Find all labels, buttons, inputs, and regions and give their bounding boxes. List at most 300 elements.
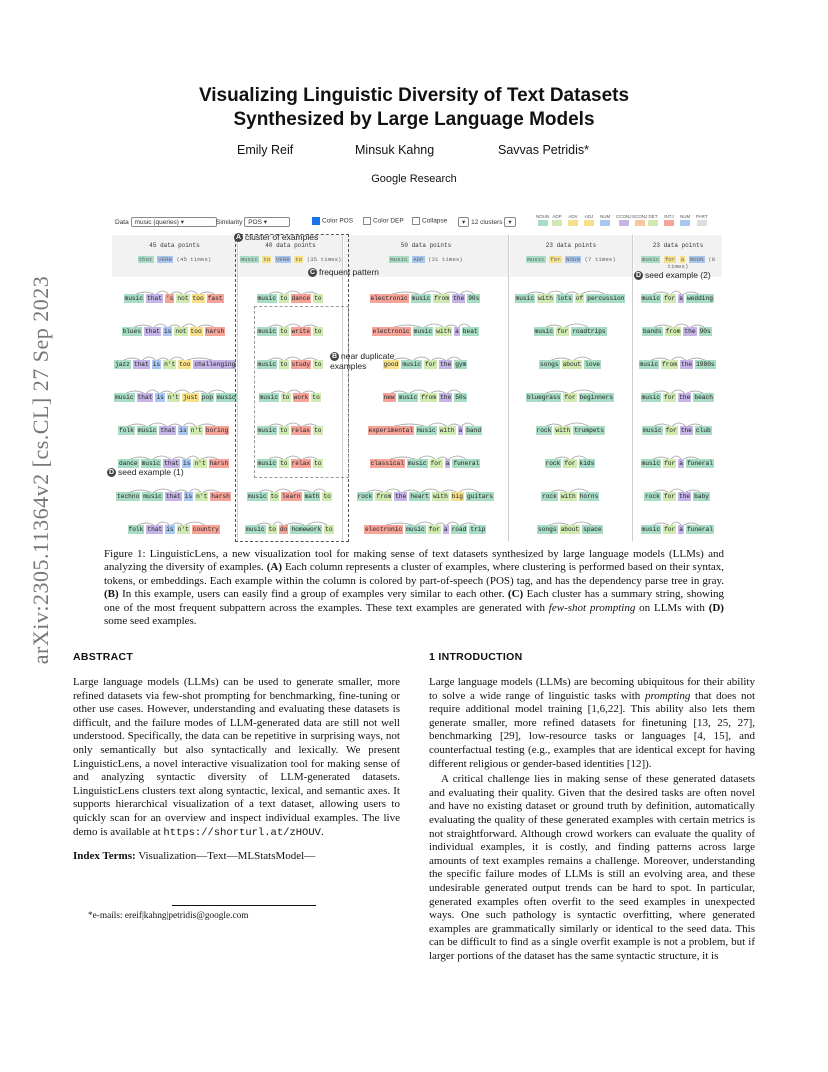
dependency-arc (670, 291, 682, 294)
token: the (679, 394, 691, 401)
token: music (641, 394, 661, 401)
example-row[interactable] (537, 526, 605, 533)
color-dep-checkbox[interactable]: Color DEP (363, 217, 404, 225)
column-divider (508, 235, 509, 541)
dependency-arcs (536, 418, 607, 426)
token: harsh (209, 460, 229, 467)
dependency-arc (123, 358, 142, 360)
token: too (179, 361, 191, 368)
dependency-arcs (368, 418, 485, 426)
example-row[interactable] (114, 394, 239, 401)
cluster-header[interactable] (510, 235, 632, 277)
example-row[interactable] (545, 460, 598, 467)
dependency-arc (152, 456, 172, 459)
example-row[interactable] (118, 427, 231, 434)
token: to (270, 493, 279, 500)
dependency-arc (153, 324, 167, 327)
token: work (293, 394, 309, 401)
token: for (564, 394, 576, 401)
token: dance (291, 295, 311, 302)
dependency-arc (446, 357, 461, 360)
cluster-count: 40 data points (265, 242, 316, 249)
example-row[interactable] (641, 394, 716, 401)
token: good (383, 361, 399, 368)
token: a (445, 460, 450, 467)
dependency-arc (525, 292, 546, 294)
token: about (562, 361, 582, 368)
token: n't (167, 394, 180, 401)
token: electronic (372, 328, 410, 335)
abstract-heading: ABSTRACT (73, 651, 134, 663)
token: the (440, 361, 452, 368)
legend-item: PART (696, 214, 708, 226)
example-row[interactable] (370, 460, 483, 467)
dependency-arc (653, 424, 672, 426)
token: relax (291, 460, 311, 467)
token: to (314, 361, 322, 368)
dependency-arc (196, 325, 215, 327)
token: with (432, 493, 448, 500)
dependency-arc (544, 391, 570, 393)
dependency-arcs (515, 286, 628, 294)
demo-link[interactable]: https://shorturl.at/zHOUV (163, 826, 321, 839)
token: for (665, 427, 677, 434)
callout-d2: D seed example (2) (635, 270, 711, 280)
dependency-arc (189, 489, 202, 492)
token: folk (128, 526, 144, 533)
cluster-summary: music ADP (31 times) (390, 256, 463, 263)
dependency-arc (553, 457, 570, 459)
token: music (411, 295, 431, 302)
token: 90s (468, 295, 480, 302)
dependency-arc (682, 292, 700, 294)
example-row[interactable] (383, 394, 470, 401)
example-row[interactable] (515, 295, 628, 302)
dependency-arcs (641, 451, 716, 459)
title-line-1: Visualizing Linguistic Diversity of Text Datasets (198, 85, 630, 106)
dependency-arc (384, 489, 401, 492)
token: n't (190, 427, 202, 434)
token: to (314, 460, 322, 467)
paper-title (0, 84, 828, 132)
token: is (179, 427, 187, 434)
token: for (428, 526, 440, 533)
token: n't (164, 361, 176, 368)
dependency-arc (447, 424, 461, 426)
token: rock (545, 460, 561, 467)
token: music (402, 361, 421, 368)
dependency-arc (155, 291, 169, 294)
token: music (259, 394, 279, 401)
dependency-arc (391, 325, 423, 327)
title-line-2: Synthesized by Large Language Models (233, 109, 595, 130)
token: just (183, 394, 198, 401)
intro-body: Large language models (LLMs) are becoming ubiquitous for their ability to solve a wide range of linguistic tasks with prompting that does not require additional model training [1,6,22]. This ability also lets them generate smaller, more refined datasets for finetuning [13, 25, 27], benchmarking [29], low-resource tasks or languages [4, 15], and counterfactual testing (e.g., examples that are identical except for having different religious or gender-based identities [12]). A critical challenge lies in making sense of these generated datasets and evaluating their quality. Given that the desired tasks are often novel and have no existing dataset or ground truth by definition, automatically evaluating the quality of these generated examples with certain metrics is not straightforward. Although crowd workers can evaluate the quality of individual examples, it is costly, and finding patterns across large amounts of text examples remains a challenge. Moreover, understanding the specific failure modes of LLMs is still an evolving area, and these undesirable generated output trends can be hard to spot. In particular, generated examples often overfit to the seed examples in unexpected ways. One such pathology is syntactic overfitting, where generated examples are grammatically similarly or identical to the seed data. This can be difficult to find as a single overfit example is not a problem, but if larger portions of the dataset has the same syntactic structure, it is (429, 676, 756, 962)
dependency-arcs (526, 385, 616, 393)
token: that (165, 493, 181, 500)
legend-swatch (552, 220, 562, 226)
token: n't (196, 493, 208, 500)
dependency-arc (384, 523, 416, 525)
dependency-arc (127, 424, 148, 426)
dependency-arc (200, 457, 220, 459)
token: that (160, 427, 176, 434)
dependency-arc (687, 424, 704, 426)
similarity-label: Similarity (216, 219, 243, 226)
token: funeral (686, 460, 713, 467)
dependency-arc (544, 424, 563, 426)
dependency-arc (653, 490, 670, 492)
dependency-arc (435, 523, 447, 525)
dependency-arc (649, 358, 670, 360)
token: trip (470, 526, 486, 533)
example-row[interactable] (357, 493, 496, 500)
legend-swatch (600, 220, 610, 226)
token: the (453, 295, 465, 302)
token: to (280, 328, 288, 335)
dependency-arc (651, 391, 670, 393)
token: new (383, 394, 395, 401)
dependency-arc (670, 522, 682, 525)
dependency-arc (564, 292, 579, 294)
token: band (466, 427, 482, 434)
token: is (183, 460, 191, 467)
token: boring (205, 427, 229, 434)
token: music (639, 361, 659, 368)
data-select[interactable]: music (queries) ▾ (131, 217, 217, 227)
dependency-arc (391, 424, 427, 426)
token: songs (538, 526, 557, 533)
token: music (217, 394, 236, 401)
token: learn (282, 493, 301, 500)
token: beach (694, 394, 713, 401)
token: baby (694, 493, 709, 500)
dependency-arcs (383, 385, 470, 393)
token: from (421, 394, 437, 401)
token: for (664, 295, 676, 302)
dependency-arc (387, 457, 417, 459)
dependency-arc (651, 292, 670, 294)
example-row[interactable] (118, 460, 231, 467)
token: music (246, 526, 265, 533)
token: music (534, 328, 554, 335)
token: about (560, 526, 580, 533)
token: to (280, 295, 288, 302)
dependency-arc (461, 423, 475, 426)
example-row[interactable] (368, 427, 485, 434)
legend-item: NOUN (536, 214, 549, 226)
token: music (643, 427, 662, 434)
example-row[interactable] (642, 427, 714, 434)
cluster-summary: that VERB (45 times) (138, 256, 212, 263)
dependency-arc (672, 423, 687, 426)
token: club (695, 427, 711, 434)
similarity-select-group (216, 217, 290, 227)
dependency-arc (550, 490, 569, 492)
example-row[interactable] (534, 328, 609, 335)
dependency-arc (146, 390, 160, 393)
legend-swatch (680, 220, 690, 226)
dependency-arc (430, 358, 446, 360)
dependency-arcs (128, 517, 222, 525)
dependency-arcs (370, 451, 483, 459)
example-row[interactable] (639, 361, 718, 368)
intro-heading: 1 INTRODUCTION (429, 651, 523, 663)
example-row[interactable] (541, 493, 601, 500)
dependency-arc (389, 391, 408, 393)
dependency-arc (457, 489, 480, 492)
example-row[interactable] (641, 460, 716, 467)
token: fast (207, 295, 223, 302)
token: from (665, 328, 681, 335)
token: that (147, 295, 162, 302)
token: music (413, 328, 433, 335)
data-label: Data (115, 219, 129, 226)
token: music (515, 295, 535, 302)
author-3: Savvas Petridis* (498, 143, 590, 157)
dependency-arc (651, 523, 670, 525)
dependency-arc (416, 522, 435, 525)
token: classical (370, 460, 404, 467)
cluster-summary: music to VERB to (35 times) (240, 256, 342, 263)
dependency-arc (440, 490, 457, 492)
legend-swatch (568, 220, 578, 226)
token: that (164, 460, 180, 467)
dependency-arc (436, 457, 448, 459)
dependency-arc (125, 391, 146, 393)
figure-toolbar (112, 211, 722, 235)
dependency-arc (448, 456, 467, 459)
token: to (314, 427, 322, 434)
example-row[interactable] (539, 361, 603, 368)
dependency-arc (460, 523, 478, 525)
token: country (192, 526, 219, 533)
dependency-arc (389, 292, 421, 294)
token: beat (462, 328, 478, 335)
dependency-arc (690, 325, 706, 327)
dependency-arc (546, 291, 564, 294)
arxiv-stamp: arXiv:2305.11364v2 [cs.CL] 27 Sep 2023 (28, 275, 53, 665)
token: gym (455, 361, 467, 368)
cluster-header[interactable] (112, 235, 237, 277)
example-row[interactable] (372, 328, 481, 335)
cluster-summary: music for NOUN (7 times) (527, 256, 616, 263)
legend-item: NUM (600, 214, 610, 226)
legend-swatch (619, 220, 629, 226)
token: for (663, 493, 675, 500)
token: to (325, 526, 333, 533)
dependency-arc (417, 456, 436, 459)
dependency-arc (674, 324, 690, 327)
dependency-arc (153, 489, 174, 492)
callout-a: A cluster of examples (235, 232, 319, 242)
dependency-arcs (639, 352, 718, 360)
dependency-arc (168, 424, 183, 426)
dependency-arcs (114, 385, 239, 393)
token: rock (542, 493, 557, 500)
dependency-arc (142, 357, 157, 360)
dependency-arc (686, 358, 706, 360)
legend-item: DET (648, 214, 658, 226)
example-row[interactable] (642, 328, 714, 335)
token: music (257, 328, 277, 335)
legend-item: SCONJ (632, 214, 647, 226)
token: music (398, 394, 418, 401)
dependency-arc (548, 523, 571, 525)
dependency-arcs (534, 319, 609, 327)
callout-b: B near duplicate examples (330, 351, 395, 372)
example-row[interactable] (364, 526, 488, 533)
legend-swatch (538, 220, 548, 226)
dependency-arc (573, 357, 593, 360)
dependency-arc (169, 292, 183, 294)
example-row[interactable] (641, 526, 716, 533)
checkbox-icon (363, 217, 371, 225)
dependency-arcs (357, 484, 496, 492)
token: with (555, 427, 571, 434)
affiliation: Google Research (371, 173, 457, 185)
dependency-arc (685, 391, 704, 393)
cluster-count: 50 data points (400, 242, 452, 249)
token: guitars (466, 493, 493, 500)
token: music (257, 295, 277, 302)
dependency-arc (446, 522, 460, 525)
dependency-arc (132, 325, 153, 327)
token: rock (645, 493, 660, 500)
token: for (424, 361, 437, 368)
checkbox-checked-icon (312, 217, 320, 225)
example-row[interactable] (122, 328, 228, 335)
footnote: *e-mails: ereif|kahng|petridis@google.com (88, 911, 249, 921)
dependency-arcs (116, 484, 233, 492)
dependency-arc (170, 523, 183, 525)
token: space (583, 526, 602, 533)
token: challenging (194, 361, 236, 368)
token: techno (117, 493, 140, 500)
legend-swatch (648, 220, 658, 226)
token: with (439, 427, 455, 434)
token: rock (357, 493, 373, 500)
dependency-arc (129, 457, 152, 459)
dependency-arc (185, 358, 215, 360)
legend-swatch (635, 220, 645, 226)
token: 50s (455, 394, 467, 401)
token: harsh (205, 328, 225, 335)
example-row[interactable] (114, 361, 238, 368)
dependency-arc (550, 358, 573, 360)
token: lots (556, 295, 572, 302)
token: to (268, 526, 277, 533)
dependency-arc (183, 423, 197, 426)
dependency-arc (172, 457, 187, 459)
token: 1980s (696, 361, 715, 368)
example-row[interactable] (526, 394, 616, 401)
example-row[interactable] (124, 295, 226, 302)
example-row[interactable] (370, 295, 483, 302)
token: percussion (587, 295, 625, 302)
legend-swatch (584, 220, 594, 226)
dependency-arc (571, 522, 593, 525)
dependency-arc (427, 423, 447, 426)
token: funeral (453, 460, 480, 467)
token: 's (165, 295, 174, 302)
dependency-arc (653, 325, 674, 327)
legend-swatch (697, 220, 707, 226)
example-row[interactable] (644, 493, 712, 500)
footnote-rule (172, 905, 316, 906)
dependency-arc (444, 325, 458, 327)
example-row[interactable] (641, 295, 716, 302)
dependency-arc (569, 489, 590, 492)
author-2: Minsuk Kahng (355, 143, 435, 157)
collapse-checkbox[interactable]: Collapse (412, 217, 447, 225)
token: for (664, 526, 676, 533)
token: dance (119, 460, 138, 467)
dependency-arcs (114, 352, 238, 360)
token: pop (201, 394, 214, 401)
token: with (436, 328, 452, 335)
token: to (280, 460, 288, 467)
dependency-arc (570, 390, 597, 393)
example-row[interactable] (128, 526, 222, 533)
dependency-arc (412, 357, 430, 360)
color-pos-checkbox[interactable]: Color POS (312, 217, 353, 225)
token: that (137, 394, 153, 401)
dependency-arc (685, 490, 702, 492)
token: too (190, 328, 202, 335)
token: a (455, 328, 459, 335)
dependency-arcs (644, 484, 712, 492)
token: that (133, 361, 149, 368)
dependency-arcs (537, 517, 605, 525)
legend-swatch (664, 220, 674, 226)
dependency-arcs (118, 418, 231, 426)
dependency-arcs (122, 319, 228, 327)
token: is (184, 493, 193, 500)
dependency-arc (183, 291, 198, 294)
legend-item: INTJ (664, 214, 674, 226)
column-divider (632, 235, 633, 541)
token: a (679, 526, 683, 533)
similarity-select[interactable]: POS ▾ (244, 217, 290, 227)
dependency-arc (563, 423, 590, 426)
dependency-arc (174, 490, 189, 492)
token: love (585, 361, 601, 368)
token: heart (410, 493, 429, 500)
dependency-arcs (641, 517, 716, 525)
token: for (557, 328, 569, 335)
example-row[interactable] (536, 427, 607, 434)
legend-item: ADP (552, 214, 562, 226)
token: is (163, 328, 172, 335)
dependency-arc (423, 324, 444, 327)
dependency-arc (181, 324, 196, 327)
dependency-arc (134, 292, 155, 294)
token: relax (291, 427, 311, 434)
clusters-stepper[interactable]: ▾ 12 clusters ▾ (458, 217, 516, 227)
dependency-arcs (641, 385, 716, 393)
token: rock (536, 427, 552, 434)
token: a (679, 295, 683, 302)
token: trumpets (574, 427, 604, 434)
dependency-arc (579, 291, 606, 294)
token: bands (643, 328, 662, 335)
token: music (417, 427, 436, 434)
token: music (257, 361, 277, 368)
checkbox-icon (412, 217, 420, 225)
example-row[interactable] (116, 493, 233, 500)
dependency-arc (682, 457, 700, 459)
